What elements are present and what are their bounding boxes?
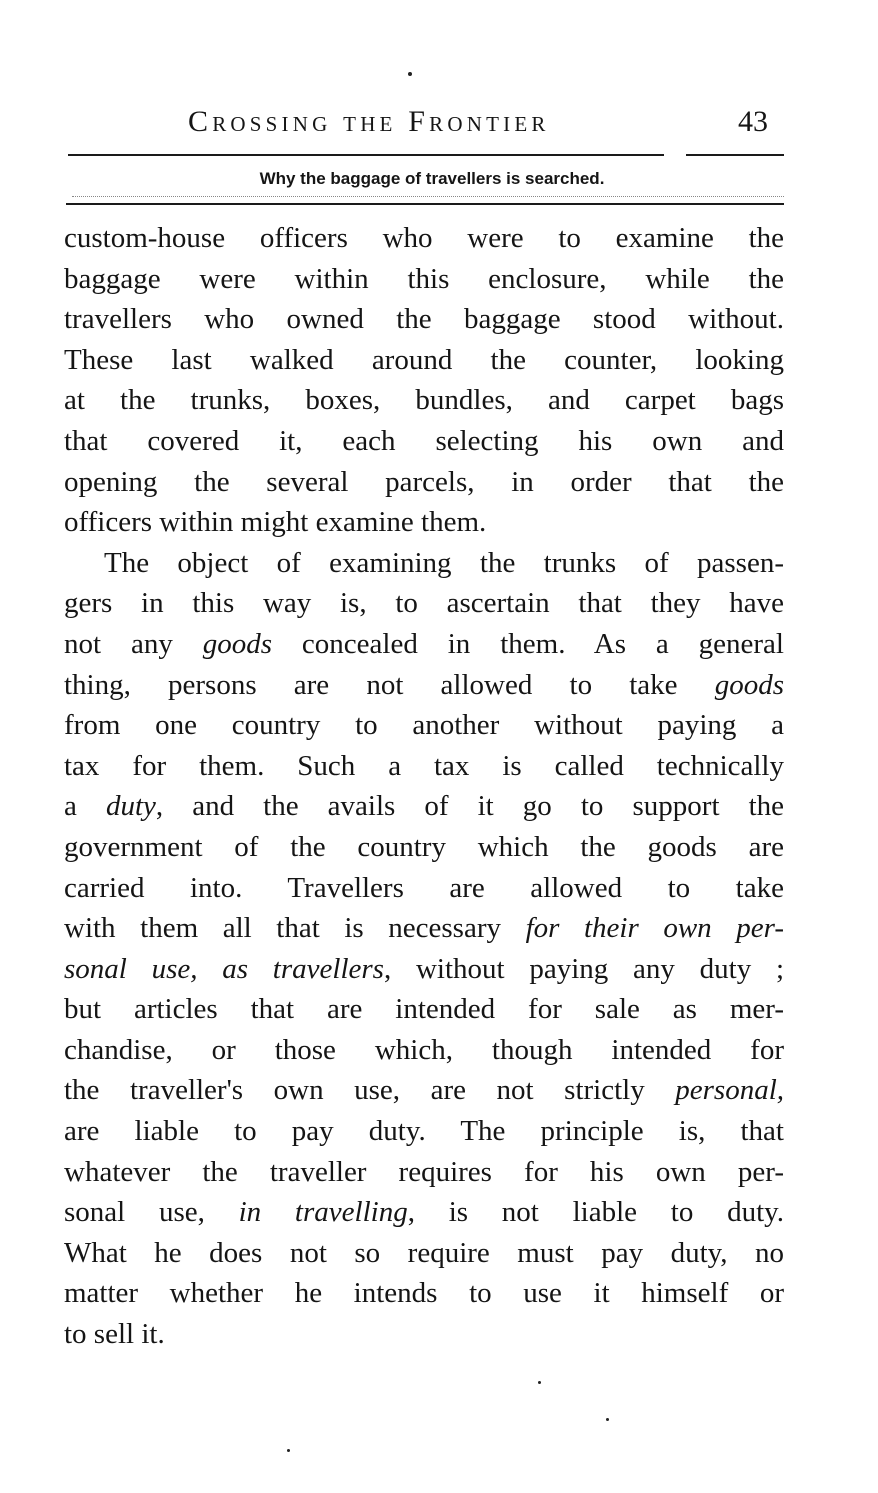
body-text [64, 218, 784, 1355]
text-segment: , is not liable to duty. [407, 1196, 784, 1229]
text-line [64, 1070, 784, 1111]
text-segment: The object of examining the trunks of passen- [104, 546, 784, 579]
running-title: Crossing the Frontier [188, 105, 550, 138]
text-segment: but articles that are intended for sale as mer- [64, 993, 784, 1026]
text-line [64, 1314, 784, 1355]
text-segment: chandise, or those which, though intended for [64, 1033, 784, 1066]
ink-speck [538, 1381, 541, 1384]
text-segment: government of the country which the goods are [64, 830, 784, 863]
text-line [64, 421, 784, 462]
text-line [64, 868, 784, 909]
text-line [64, 218, 784, 259]
ink-speck [606, 1418, 609, 1421]
text-segment: , without paying any duty ; [383, 952, 785, 985]
text-line [64, 380, 784, 421]
italic-text: personal, [675, 1074, 784, 1107]
text-segment: opening the several parcels, in order that the [64, 465, 784, 498]
text-segment: thing, persons are not allowed to take [64, 668, 715, 701]
ink-speck [408, 72, 412, 76]
text-line [64, 299, 784, 340]
text-segment: baggage were within this enclosure, while the [64, 262, 784, 295]
text-line [64, 462, 784, 503]
text-line [64, 1233, 784, 1274]
text-line [64, 1030, 784, 1071]
italic-text: in travelling [238, 1196, 408, 1229]
ink-speck [287, 1449, 290, 1452]
text-line [64, 746, 784, 787]
italic-text: goods [202, 627, 273, 660]
header-rule-short [686, 154, 784, 156]
text-line [64, 827, 784, 868]
text-segment: whatever the traveller requires for his own per- [64, 1155, 784, 1188]
text-segment: officers within might examine them. [64, 506, 487, 539]
text-line [64, 624, 784, 665]
side-note [0, 166, 878, 192]
header-rule [68, 154, 664, 156]
text-segment: matter whether he intends to use it himself or [64, 1277, 784, 1310]
italic-text: for their own per- [525, 912, 784, 945]
text-segment: These last walked around the counter, looking [64, 343, 784, 376]
text-line [64, 949, 784, 990]
text-segment: at the trunks, boxes, bundles, and carpet bags [64, 384, 784, 417]
text-line [64, 1273, 784, 1314]
text-segment: tax for them. Such a tax is called technically [64, 749, 784, 782]
text-line [64, 259, 784, 300]
text-segment: from one country to another without paying a [64, 709, 784, 742]
text-line [64, 989, 784, 1030]
italic-text: duty [105, 790, 156, 823]
text-segment: to sell it. [64, 1318, 165, 1351]
text-segment: , and the avails of it go to support the [155, 790, 785, 823]
text-segment: What he does not so require must pay duty, no [64, 1236, 784, 1269]
dotted-rule [72, 196, 784, 197]
text-segment: a [64, 790, 106, 823]
italic-text: sonal use, as travellers [64, 952, 384, 985]
text-line [64, 908, 784, 949]
italic-text: goods [714, 668, 784, 701]
text-line [64, 705, 784, 746]
text-segment: with them all that is necessary [64, 912, 526, 945]
page-number: 43 [738, 105, 768, 138]
text-line [64, 786, 784, 827]
text-segment: the traveller's own use, are not strictly [64, 1074, 676, 1107]
text-segment: concealed in them. As a general [272, 627, 784, 660]
text-segment: sonal use, [64, 1196, 239, 1229]
text-segment: not any [64, 627, 203, 660]
text-segment: that covered it, each selecting his own and [64, 424, 784, 457]
text-segment: carried into. Travellers are allowed to take [64, 871, 784, 904]
text-line [64, 340, 784, 381]
text-line [64, 583, 784, 624]
text-segment: travellers who owned the baggage stood without. [64, 303, 784, 336]
side-note-text: Why the baggage of travellers is searched. [259, 169, 605, 188]
text-line [64, 1192, 784, 1233]
running-head [0, 100, 878, 144]
text-line [64, 1152, 784, 1193]
text-segment: are liable to pay duty. The principle is, that [64, 1115, 784, 1148]
text-line [64, 543, 784, 584]
side-note-rule [66, 203, 784, 205]
text-segment: gers in this way is, to ascertain that they have [64, 587, 784, 620]
text-line [64, 665, 784, 706]
text-line [64, 1111, 784, 1152]
text-segment: custom-house officers who were to examine the [64, 222, 784, 254]
text-line [64, 502, 784, 543]
